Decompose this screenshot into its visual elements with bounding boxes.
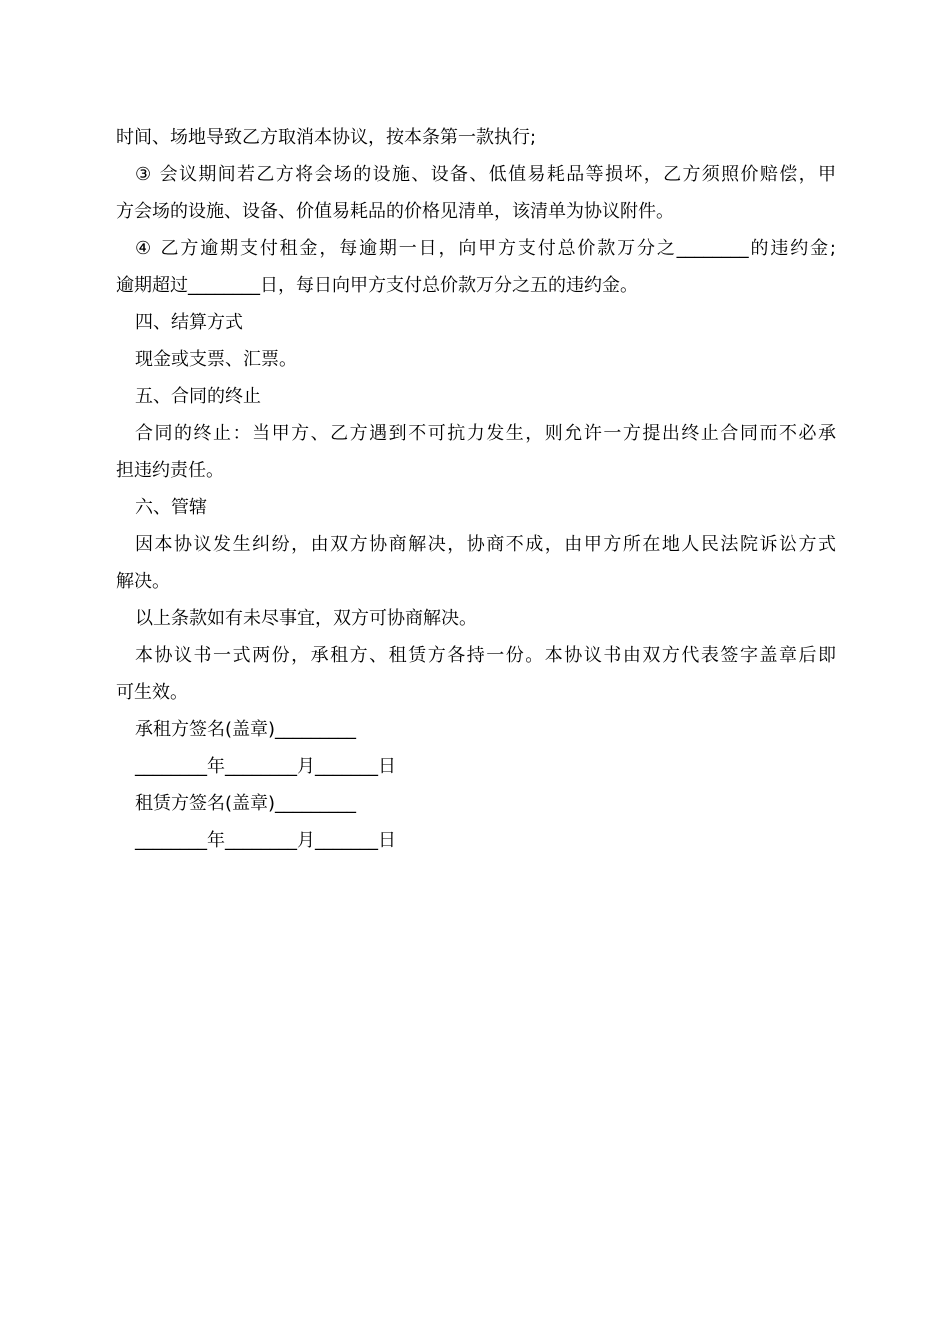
lessor-date-line: ________年________月_______日: [135, 830, 396, 851]
section-heading: 四、结算方式: [135, 312, 243, 333]
text-line: 合同的终止：当甲方、乙方遇到不可抗力发生，则允许一方提出终止合同而不必承: [135, 423, 836, 444]
lessor-signature-line: 租赁方签名(盖章)_________: [135, 793, 357, 814]
text-line: 方会场的设施、设备、价值易耗品的价格见清单，该清单为协议附件。: [116, 201, 674, 222]
text-line: 担违约责任。: [116, 460, 224, 481]
text-line: 因本协议发生纠纷，由双方协商解决，协商不成，由甲方所在地人民法院诉讼方式: [135, 534, 836, 555]
text-line: 现金或支票、汇票。: [135, 349, 297, 370]
text-line: 以上条款如有未尽事宜，双方可协商解决。: [135, 608, 477, 629]
text-line: 可生效。: [116, 682, 188, 703]
contract-text: [116, 119, 836, 859]
lessee-signature-line: 承租方签名(盖章)_________: [135, 719, 357, 740]
text-line: ③ 会议期间若乙方将会场的设施、设备、低值易耗品等损坏，乙方须照价赔偿，甲: [135, 164, 836, 185]
text-line: 逾期超过________日，每日向甲方支付总价款万分之五的违约金。: [116, 275, 638, 296]
section-heading: 五、合同的终止: [135, 386, 261, 407]
text-line: ④ 乙方逾期支付租金，每逾期一日，向甲方支付总价款万分之________的违约金;: [135, 238, 836, 259]
text-line: 时间、场地导致乙方取消本协议，按本条第一款执行;: [116, 127, 537, 148]
section-heading: 六、管辖: [135, 497, 207, 518]
text-line: 本协议书一式两份，承租方、租赁方各持一份。本协议书由双方代表签字盖章后即: [135, 645, 836, 666]
lessee-date-line: ________年________月_______日: [135, 756, 396, 777]
text-line: 解决。: [116, 571, 170, 592]
